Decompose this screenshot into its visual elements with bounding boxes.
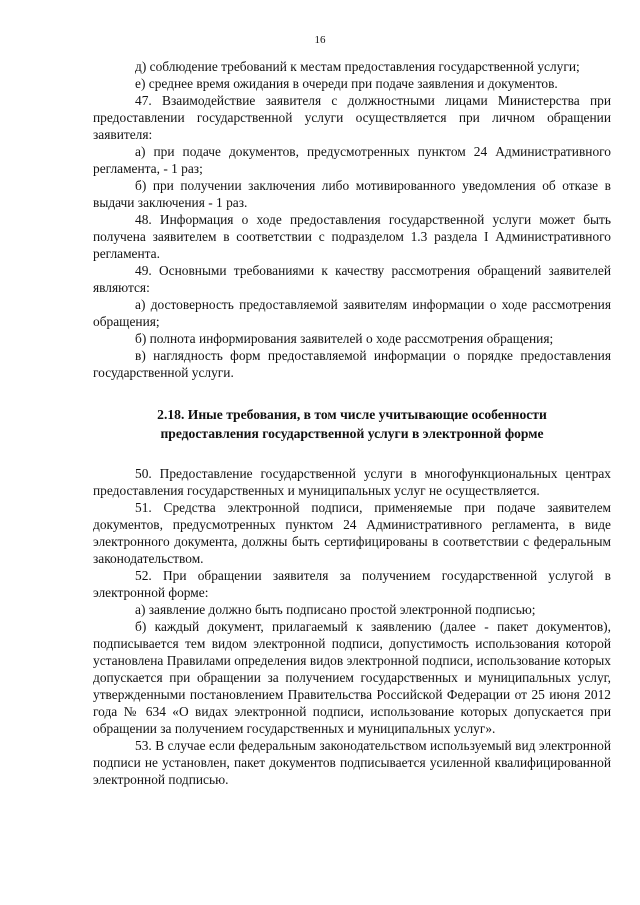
paragraph-53: 53. В случае если федеральным законодательством используемый вид электронной подписи не установлен, пакет документов подписывается усиленной квалифицированной электронной подписью.: [93, 738, 611, 787]
section-heading-line-1: 2.18. Иные требования, в том числе учитывающие особенности: [157, 407, 547, 422]
paragraph-52-b: б) каждый документ, прилагаемый к заявлению (далее - пакет документов), подписывается тем видом электронной подписи, допустимость использования которой установлена Правилами определения видов электронной подписи, использование которых допускается при обращении за получением государственных и муниципальных услуг, утвержденными постановлением Правительства Российской Федерации от 25 июня 2012 года № 634 «О видах электронной подписи, использование которых допускается при обращении за получением государственных и муниципальных услуг».: [93, 619, 611, 736]
paragraph-47-a: а) при подаче документов, предусмотренных пунктом 24 Административного регламента, - 1 раз;: [93, 144, 611, 176]
paragraph-49: 49. Основными требованиями к качеству рассмотрения обращений заявителей являются:: [93, 263, 611, 295]
paragraph-50: 50. Предоставление государственной услуги в многофункциональных центрах предоставления государственных и муниципальных услуг не осуществляется.: [93, 466, 611, 498]
page-number: 16: [314, 34, 326, 46]
paragraph-49-b: б) полнота информирования заявителей о ходе рассмотрения обращения;: [135, 331, 554, 346]
paragraph-49-a: а) достоверность предоставляемой заявителям информации о ходе рассмотрения обращения;: [93, 297, 611, 329]
paragraph-51: 51. Средства электронной подписи, применяемые при подаче заявителем документов, предусмотренных пунктом 24 Административного регламента, в виде электронного документа, должны быть сертифицированы в соответствии с федеральным законодательством.: [93, 500, 611, 566]
section-heading-line-2: предоставления государственной услуги в электронной форме: [160, 426, 544, 441]
paragraph-52-a: а) заявление должно быть подписано простой электронной подписью;: [135, 602, 536, 617]
paragraph-48: 48. Информация о ходе предоставления государственной услуги может быть получена заявителем в соответствии с подразделом 1.3 раздела I Административного регламента.: [93, 212, 611, 261]
section-heading: [93, 405, 611, 443]
paragraph-47-b: б) при получении заключения либо мотивированного уведомления об отказе в выдачи заключения - 1 раз.: [93, 178, 611, 210]
paragraph-d-requirements-places: д) соблюдение требований к местам предоставления государственной услуги;: [135, 59, 580, 74]
paragraph-47: 47. Взаимодействие заявителя с должностными лицами Министерства при предоставлении государственной услуги осуществляется при личном обращении заявителя:: [93, 93, 611, 142]
paragraph-52: 52. При обращении заявителя за получением государственной услугой в электронной форме:: [93, 568, 611, 600]
document-body: [93, 58, 611, 788]
paragraph-e-waiting-time: е) среднее время ожидания в очереди при подаче заявления и документов.: [135, 76, 558, 91]
paragraph-49-v: в) наглядность форм предоставляемой информации о порядке предоставления государственной услуги.: [93, 348, 611, 380]
